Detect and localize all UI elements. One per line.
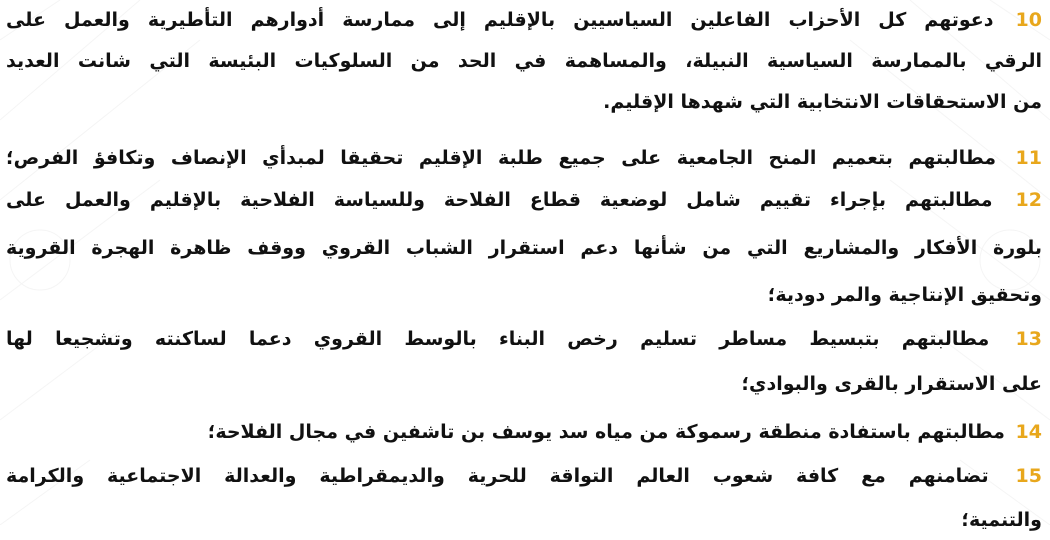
item-text: والتنمية؛: [961, 509, 1042, 531]
item-10-line-3: [6, 82, 1042, 122]
item-12-line-1: [6, 180, 1042, 220]
item-10-line-1: [6, 0, 1042, 40]
item-text: على الاستقرار بالقرى والبوادي؛: [741, 373, 1042, 395]
item-text: وتحقيق الإنتاجية والمر دودية؛: [767, 284, 1042, 306]
item-13-line-2: [6, 364, 1042, 404]
item-number: 11: [1015, 147, 1042, 169]
item-number: 14: [1015, 421, 1042, 443]
item-15-line-1: [6, 456, 1042, 496]
item-number: 13: [1015, 328, 1042, 350]
item-number: 15: [1015, 465, 1042, 487]
item-12-line-3: [6, 275, 1042, 315]
item-11-line-1: [6, 138, 1042, 178]
item-text: دعوتهم كل الأحزاب الفاعلين السياسيين بالإقليم إلى ممارسة أدوارهم التأطيرية والعمل على: [6, 9, 994, 31]
item-text: مطالبتهم بتبسيط مساطر تسليم رخص البناء بالوسط القروي دعما لساكنته وتشجيعا لها: [6, 328, 990, 350]
item-13-line-1: [6, 319, 1042, 359]
item-text: من الاستحقاقات الانتخابية التي شهدها الإقليم.: [603, 91, 1042, 113]
item-number: 12: [1015, 189, 1042, 211]
item-text: مطالبتهم باستفادة منطقة رسموكة من مياه سد يوسف بن تاشفين في مجال الفلاحة؛: [207, 421, 1005, 443]
item-text: مطالبتهم بإجراء تقييم شامل لوضعية قطاع الفلاحة وللسياسة الفلاحية بالإقليم والعمل على: [6, 189, 993, 211]
item-14-line-1: [6, 412, 1042, 452]
item-number: 10: [1015, 9, 1042, 31]
item-text: بلورة الأفكار والمشاريع التي من شأنها دعم استقرار الشباب القروي ووقف ظاهرة الهجرة القروية: [6, 237, 1042, 259]
item-text: الرقي بالممارسة السياسية النبيلة، والمساهمة في الحد من السلوكيات البئيسة التي شانت العديد: [6, 50, 1042, 72]
item-text: مطالبتهم بتعميم المنح الجامعية على جميع طلبة الإقليم تحقيقا لمبدأي الإنصاف وتكافؤ الفرص؛: [6, 147, 996, 169]
item-text: تضامنهم مع كافة شعوب العالم التواقة للحرية والديمقراطية والعدالة الاجتماعية والكرامة: [6, 465, 989, 487]
item-10-line-2: [6, 41, 1042, 81]
item-15-line-2: [6, 500, 1042, 540]
item-12-line-2: [6, 228, 1042, 268]
